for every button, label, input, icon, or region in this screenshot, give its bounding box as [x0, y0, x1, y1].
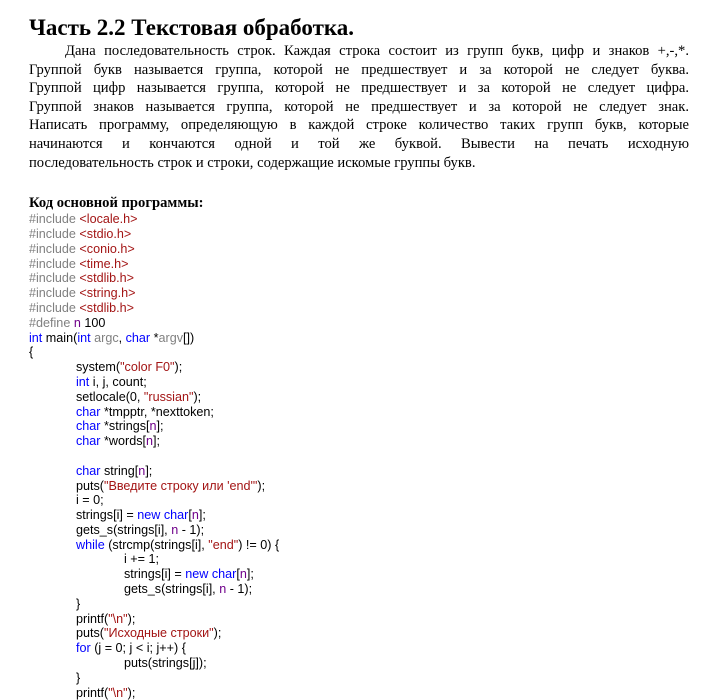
code-line: puts("Введите строку или 'end'"); [76, 478, 266, 493]
code-line: char *strings[n]; [76, 419, 164, 434]
paragraph-line: Группой цифр называется группа, которой не предшествует и за которой не следует цифра. [29, 80, 689, 97]
include-line: #include <stdlib.h> [29, 271, 135, 286]
code-line: gets_s(strings[i], n - 1); [124, 582, 253, 597]
code-line: char string[n]; [76, 463, 153, 478]
paragraph-line: Группой знаков называется группа, которой не предшествует и за которой не следует знак. [29, 98, 689, 115]
code-line: gets_s(strings[i], n - 1); [76, 522, 205, 537]
code-listing [29, 212, 689, 700]
code-line: i = 0; [76, 493, 104, 508]
paragraph-line: Написать программу, определяющую в каждой строке количество таких групп букв, которые [29, 117, 689, 134]
code-line: strings[i] = new char[n]; [76, 508, 206, 523]
paragraph-line: начинаются и кончаются одной и той же буквой. Вывести на печать исходную [29, 135, 689, 152]
include-line: #include <conio.h> [29, 241, 135, 256]
main-signature: int main(int argc, char *argv[]) [29, 330, 195, 345]
code-line: puts(strings[j]); [124, 656, 207, 671]
code-line: system("color F0"); [76, 360, 183, 375]
code-line: int i, j, count; [76, 374, 147, 389]
code-line: for (j = 0; j < i; j++) { [76, 641, 186, 656]
paragraph-line: последовательность строк и строки, содержащие искомые группы букв. [29, 154, 476, 171]
code-line: printf("\n"); [76, 611, 136, 626]
code-brace: } [76, 670, 81, 685]
include-line: #include <stdio.h> [29, 226, 132, 241]
code-line: setlocale(0, "russian"); [76, 389, 202, 404]
code-line: char *tmpptr, *nexttoken; [76, 404, 214, 419]
code-line: while (strcmp(strings[i], "end") != 0) { [76, 537, 280, 552]
code-line: i += 1; [124, 552, 160, 567]
paragraph-line: Группой букв называется группа, которой не предшествует и за которой не следует буква. [29, 61, 689, 78]
include-line: #include <time.h> [29, 256, 129, 271]
code-brace: } [76, 596, 81, 611]
task-paragraph [29, 42, 689, 172]
paragraph-line: Дана последовательность строк. Каждая строка состоит из групп букв, цифр и знаков +,-,*. [65, 43, 689, 59]
include-line: #include <locale.h> [29, 212, 138, 227]
code-line: puts("Исходные строки"); [76, 626, 222, 641]
code-line: char *words[n]; [76, 434, 161, 449]
document-page [29, 14, 689, 700]
include-line: #include <stdlib.h> [29, 300, 135, 315]
define-line: #define n 100 [29, 315, 106, 330]
code-heading: Код основной программы: [29, 195, 204, 212]
code-line: strings[i] = new char[n]; [124, 567, 254, 582]
code-brace: { [29, 345, 34, 360]
include-line: #include <string.h> [29, 286, 136, 301]
code-line: printf("\n"); [76, 685, 136, 700]
blank-line [29, 449, 689, 464]
section-title: Часть 2.2 Текстовая обработка. [29, 15, 355, 40]
